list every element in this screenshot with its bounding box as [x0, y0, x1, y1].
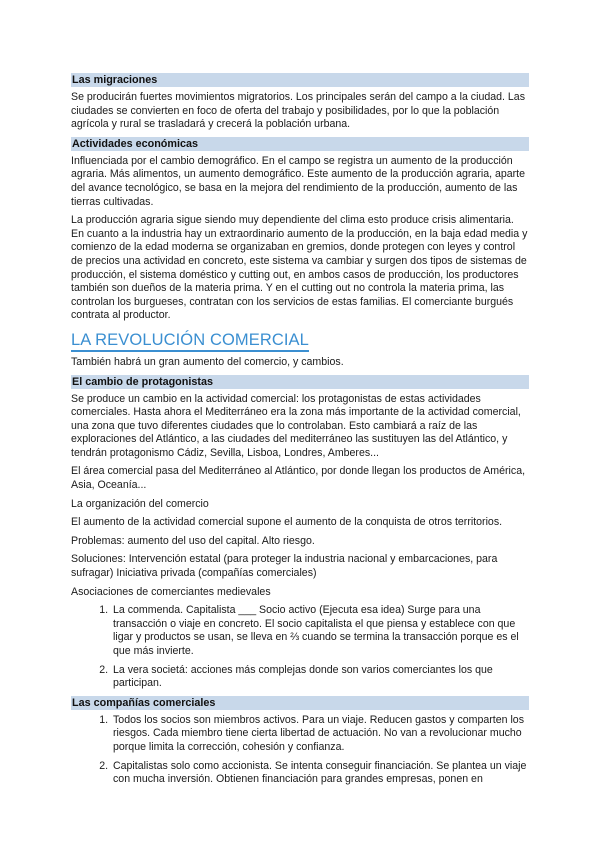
- paragraph-revolucion-intro: También habrá un gran aumento del comercio, y cambios.: [71, 355, 344, 368]
- list-item: 1. Todos los socios son miembros activos. Para un viaje. Reducen gastos y comparten los riesgos. Cada miembro tiene cierta libertad de actuación. No van a revolucionar mucho porque limita la corrección, cohesión y confianza.: [111, 714, 529, 755]
- list-item: 1. La commenda. Capitalista ___ Socio activo (Ejecuta esa idea) Surge para una transacción o viaje en concreto. El socio capitalista el que piensa y establece con que ligar y productos se usan, se lleva en ⅔ cuando se termina la transacción porque es el que más invierte.: [111, 604, 529, 658]
- section-heading-actividades: Actividades económicas: [71, 137, 529, 151]
- list-asociaciones: [71, 604, 529, 691]
- list-item: 2. La vera societá: acciones más complejas donde son varios comerciantes los que participan.: [111, 664, 529, 691]
- title-wrapper: [71, 328, 529, 356]
- paragraph-protagonistas-4: El aumento de la actividad comercial supone el aumento de la conquista de otros territorios.: [71, 516, 503, 529]
- section-heading-protagonistas: El cambio de protagonistas: [71, 375, 529, 389]
- document-page: [71, 73, 529, 792]
- paragraph-migraciones: Se producirán fuertes movimientos migratorios. Los principales serán del campo a la ciudad. Las ciudades se convierten en foco de oferta del trabajo y posibilidades, por lo que la población agrícola y rural se trasladará y crecerá la población urbana.: [71, 91, 525, 131]
- paragraph-protagonistas-5: Problemas: aumento del uso del capital. Alto riesgo.: [71, 534, 315, 547]
- chapter-title: LA REVOLUCIÓN COMERCIAL: [71, 331, 309, 352]
- section-heading-companias: Las compañías comerciales: [71, 696, 529, 710]
- paragraph-actividades-1: Influenciada por el cambio demográfico. En el campo se registra un aumento de la producción agraria. Más alimentos, un aumento demográfico. Este aumento de la producción agraria, aparte del avance tecnológico, se basa en la mejora del rendimiento de la producción, aumento de las tierras cultivadas.: [71, 154, 526, 208]
- list-item: 2. Capitalistas solo como accionista. Se intenta conseguir financiación. Se plantea un viaje con mucha inversión. Obtienen financiación para grandes empresas, ponen en: [111, 760, 529, 787]
- paragraph-protagonistas-6: Soluciones: Intervención estatal (para proteger la industria nacional y embarcaciones, para sufragar) Iniciativa privada (compañías comerciales): [71, 553, 498, 580]
- paragraph-actividades-2: La producción agraria sigue siendo muy dependiente del clima esto produce crisis alimentaria. En cuanto a la industria hay un extraordinario aumento de la producción, en la baja edad media y comienzo de la edad moderna se organizaban en gremios, donde protegen con leyes y control de precios una actividad en concreto, este sistema va cambiar y surgen dos tipos de sistemas de producción, el sistema doméstico y cutting out, en ambos casos de producción, los productores también son dueños de la materia prima. Y en el cutting out no controla la materia prima, las controlan los burgueses, contratan con los servicios de estas familias. El comerciante burgués contrata al productor.: [71, 214, 528, 322]
- paragraph-protagonistas-1: Se produce un cambio en la actividad comercial: los protagonistas de estas actividades comerciales. Hasta ahora el Mediterráneo era la zona más importante de la actividad comercial, una zona que tuvo diferentes ciudades que lo controlaban. Esto cambiará a raíz de las exploraciones del Atlántico, a las ciudades del mediterráneo las sustituyen las del Atlántico, y tendrán protagonismo Cádiz, Sevilla, Lisboa, Londres, Amberes...: [71, 392, 521, 459]
- section-heading-migraciones: Las migraciones: [71, 73, 529, 87]
- paragraph-protagonistas-3: La organización del comercio: [71, 497, 209, 510]
- paragraph-protagonistas-2: El área comercial pasa del Mediterráneo al Atlántico, por donde llegan los productos de América, Asia, Oceanía...: [71, 465, 526, 492]
- paragraph-protagonistas-7: Asociaciones de comerciantes medievales: [71, 585, 271, 598]
- list-companias: [71, 714, 529, 787]
